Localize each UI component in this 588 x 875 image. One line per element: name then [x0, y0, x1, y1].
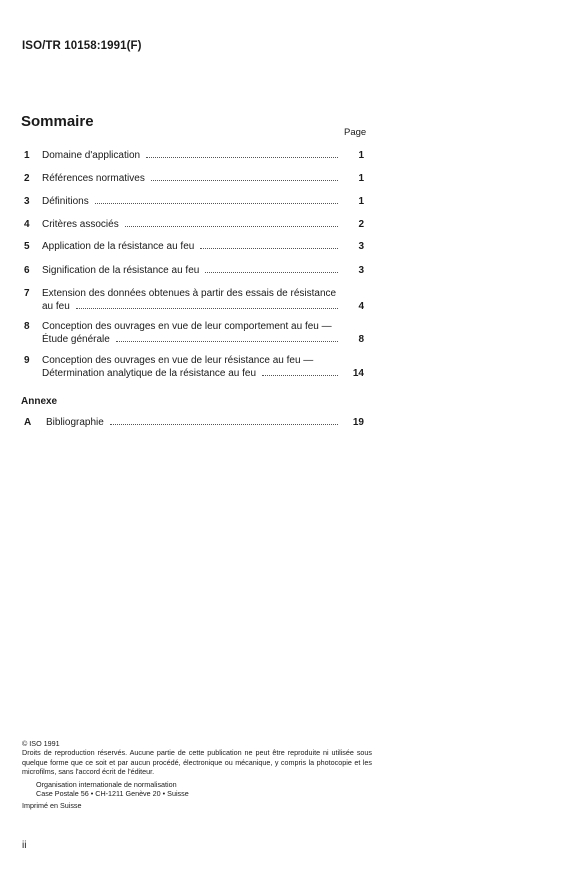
toc-entry-text: Application de la résistance au feu	[42, 241, 195, 252]
toc-entry-number: 7	[24, 288, 30, 299]
toc-entry-text: Conception des ouvrages en vue de leur comportement au feu —	[42, 321, 332, 332]
copyright-notice	[22, 739, 372, 811]
annexe-heading: Annexe	[21, 396, 58, 407]
copyright-line: © ISO 1991	[22, 739, 60, 748]
printed-in: Imprimé en Suisse	[22, 801, 82, 811]
toc-entry-page: 1	[358, 173, 364, 184]
toc-entry-text-continued: Détermination analytique de la résistance au feu	[42, 368, 257, 379]
toc-entry	[24, 172, 364, 185]
toc-page-column-label: Page	[344, 127, 367, 138]
toc-entry-page: 19	[352, 417, 364, 428]
toc-entry-page: 3	[358, 241, 364, 252]
toc-entry-text: Signification de la résistance au feu	[42, 265, 200, 276]
toc-entry-text-continued: au feu	[42, 301, 70, 312]
page-number: ii	[22, 840, 27, 851]
toc-entry-text: Références normatives	[42, 173, 145, 184]
toc-entry-page: 3	[358, 265, 364, 276]
toc-entry	[24, 320, 364, 346]
organization-address: Case Postale 56 • CH-1211 Genève 20 • Suisse	[36, 789, 189, 799]
toc-entry-number: 4	[24, 219, 30, 230]
toc-entry-number: 9	[24, 355, 30, 366]
toc-entry-text: Bibliographie	[46, 417, 104, 428]
toc-entry-text: Extension des données obtenues à partir des essais de résistance	[42, 288, 337, 299]
toc-entry-text: Domaine d'application	[42, 150, 141, 161]
dot-leader	[76, 308, 338, 309]
dot-leader	[205, 272, 338, 273]
toc-annexe-entry	[24, 416, 364, 429]
dot-leader	[95, 203, 338, 204]
toc-entry-text: Définitions	[42, 196, 89, 207]
toc-entry-page: 14	[352, 368, 364, 379]
dot-leader	[116, 341, 338, 342]
toc-entry-number: 6	[24, 265, 30, 276]
toc-entry	[24, 354, 364, 380]
toc-entry-number: 8	[24, 321, 30, 332]
toc-entry-text-continued: Étude générale	[42, 334, 110, 345]
toc-entry	[24, 149, 364, 162]
organization-name: Organisation internationale de normalisation	[36, 779, 177, 789]
toc-entry-page: 1	[358, 150, 364, 161]
toc-entry-text: Conception des ouvrages en vue de leur résistance au feu —	[42, 355, 314, 366]
dot-leader	[110, 424, 338, 425]
dot-leader	[262, 375, 338, 376]
toc-entry	[24, 264, 364, 277]
toc-entry	[24, 195, 364, 208]
toc-entry-number: 3	[24, 196, 30, 207]
dot-leader	[151, 180, 338, 181]
toc-entry	[24, 287, 364, 313]
toc-entry	[24, 240, 364, 253]
toc-entry-number: 1	[24, 150, 30, 161]
rights-statement: Droits de reproduction réservés. Aucune partie de cette publication ne peut être reproduite ni utilisée sous quelque forme que ce soit et par aucun procédé, électronique ou mécanique, y compris la photocopie et les microfilms, sans l'accord écrit de l'éditeur.	[22, 748, 372, 777]
dot-leader	[200, 248, 338, 249]
toc-entry	[24, 218, 364, 231]
toc-entry-page: 4	[358, 301, 364, 312]
toc-title: Sommaire	[21, 113, 94, 130]
toc-entry-page: 2	[358, 219, 364, 230]
toc-entry-number: 2	[24, 173, 30, 184]
toc-entry-number: A	[24, 417, 32, 428]
toc-entry-text: Critères associés	[42, 219, 119, 230]
dot-leader	[125, 226, 338, 227]
dot-leader	[146, 157, 338, 158]
toc-entry-number: 5	[24, 241, 30, 252]
toc-entry-page: 1	[358, 196, 364, 207]
document-code-header: ISO/TR 10158:1991(F)	[22, 40, 142, 52]
toc-entry-page: 8	[358, 334, 364, 345]
